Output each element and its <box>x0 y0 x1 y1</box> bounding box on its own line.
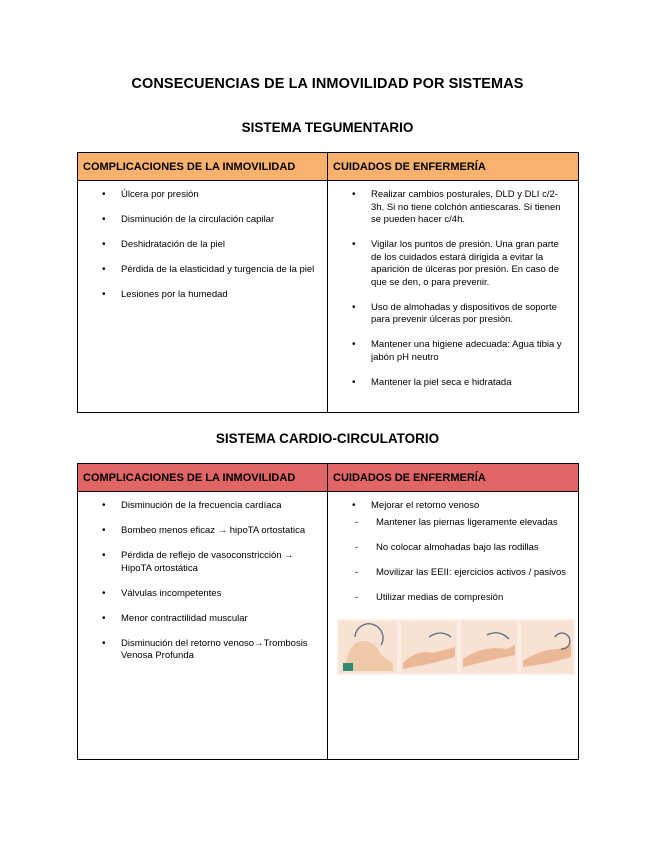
list-item: • Menor contractilidad muscular <box>96 613 319 626</box>
section-title-tegumentario: SISTEMA TEGUMENTARIO <box>241 120 414 135</box>
section-title-cardio: SISTEMA CARDIO-CIRCULATORIO <box>215 431 440 446</box>
list-item: • Vigilar los puntos de presión. Una gran parte de los cuidados estará dirigida a evitar la aparición de úlceras por presión. En caso de que se den, o para prevenir. <box>346 239 570 289</box>
list-item: • Disminución de la frecuencia cardíaca <box>96 500 319 513</box>
list-item: • Pérdida de reflejo de vasoconstricción → HipoTA ortostática <box>96 550 319 575</box>
header-complicaciones: COMPLICACIONES DE LA INMOVILIDAD <box>78 153 328 180</box>
leg-exercises-illustration <box>337 619 575 675</box>
table-body <box>78 181 578 413</box>
list-item: • Disminución del retorno venoso→Trombosis Venosa Profunda <box>96 638 319 663</box>
list-item: • Realizar cambios posturales, DLD y DLI c/2-3h. Si no tiene colchón antiescaras. Si tienen se pueden hacer c/4h. <box>346 189 570 227</box>
header-cuidados: CUIDADOS DE ENFERMERÍA <box>333 161 486 173</box>
sub-list-item: - Utilizar medias de compresión <box>331 592 570 605</box>
list-item: • Disminución de la circulación capilar <box>96 214 319 227</box>
table-tegumentario <box>77 152 579 413</box>
complications-column <box>78 181 328 413</box>
cares-column <box>328 181 578 413</box>
table-header <box>78 153 578 181</box>
sub-list-item: - Mantener las piernas ligeramente elevadas <box>331 517 570 530</box>
list-item: • Uso de almohadas y dispositivos de soporte para prevenir úlceras por presión. <box>346 302 570 327</box>
list-item: • Mantener la piel seca e hidratada <box>346 377 570 390</box>
header-complicaciones: COMPLICACIONES DE LA INMOVILIDAD <box>78 464 328 491</box>
list-item: • Mantener una higiene adecuada: Agua tibia y jabón pH neutro <box>346 339 570 364</box>
document-title: CONSECUENCIAS DE LA INMOVILIDAD POR SISTEMAS <box>131 76 524 92</box>
list-item <box>346 500 570 513</box>
cares-column <box>328 492 578 760</box>
header-cuidados: CUIDADOS DE ENFERMERÍA <box>333 472 486 484</box>
table-cardio <box>77 463 579 760</box>
list-item: • Deshidratación de la piel <box>96 239 319 252</box>
list-item: • Úlcera por presión <box>96 189 319 202</box>
list-item: • Pérdida de la elasticidad y turgencia de la piel <box>96 264 319 277</box>
complications-column <box>78 492 328 760</box>
table-header <box>78 464 578 492</box>
care-main: Mejorar el retorno venoso <box>371 500 480 511</box>
list-item: • Válvulas incompetentes <box>96 588 319 601</box>
list-item: • Lesiones por la humedad <box>96 289 319 302</box>
sub-list-item: - No colocar almohadas bajo las rodillas <box>331 542 570 555</box>
sub-list-item: - Movilizar las EEII: ejercicios activos / pasivos <box>331 567 570 580</box>
table-body <box>78 492 578 760</box>
list-item: • Bombeo menos eficaz → hipoTA ortostatica <box>96 525 319 538</box>
